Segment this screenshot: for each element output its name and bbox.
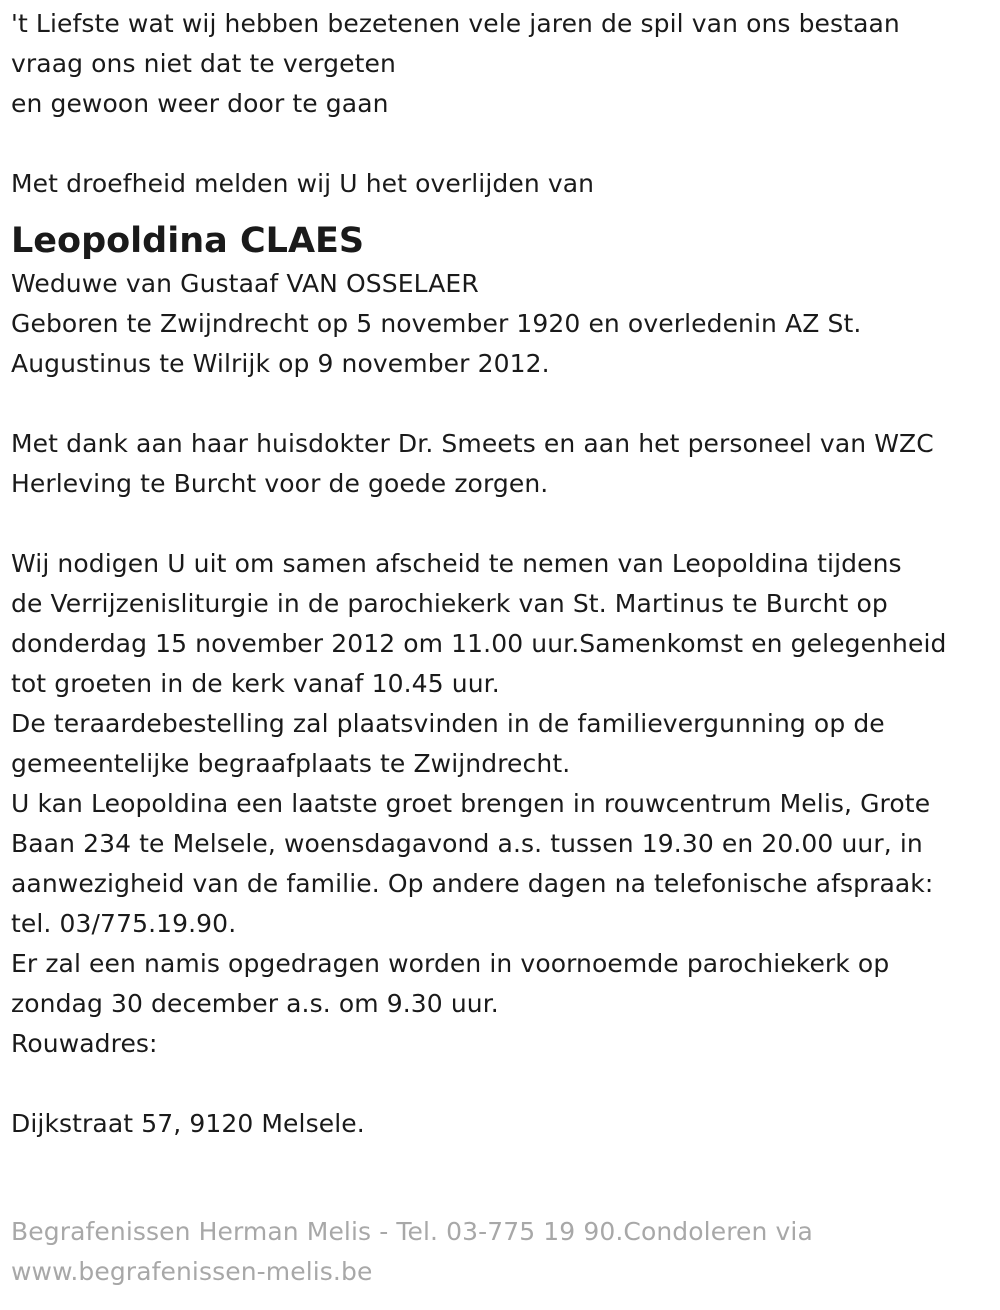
thanks-line: Herleving te Burcht voor de goede zorgen. (11, 469, 549, 498)
details-line: gemeentelijke begraafplaats te Zwijndrecht. (11, 749, 571, 778)
footer-website: www.begrafenissen-melis.be (11, 1257, 373, 1286)
deceased-name: Leopoldina CLAES (11, 221, 365, 261)
details-line: Baan 234 te Melsele, woensdagavond a.s. tussen 19.30 en 20.00 uur, in (11, 829, 923, 858)
details-line: De teraardebestelling zal plaatsvinden in de familievergunning op de (11, 709, 885, 738)
details-line: tel. 03/775.19.90. (11, 909, 237, 938)
spacer (11, 124, 1000, 164)
birth-death-line: Augustinus te Wilrijk op 9 november 2012. (11, 349, 550, 378)
mourning-address: Dijkstraat 57, 9120 Melsele. (11, 1109, 365, 1138)
details-line: Wij nodigen U uit om samen afscheid te nemen van Leopoldina tijdens (11, 549, 902, 578)
spacer (11, 384, 1000, 424)
details-line: Er zal een namis opgedragen worden in voornoemde parochiekerk op (11, 949, 890, 978)
spacer (11, 504, 1000, 544)
footer (11, 1212, 813, 1292)
poem-line: en gewoon weer door te gaan (11, 89, 389, 118)
poem-line: vraag ons niet dat te vergeten (11, 49, 396, 78)
details-line: aanwezigheid van de familie. Op andere dagen na telefonische afspraak: (11, 869, 934, 898)
spouse-line: Weduwe van Gustaaf VAN OSSELAER (11, 269, 479, 298)
details-line: tot groeten in de kerk vanaf 10.45 uur. (11, 669, 500, 698)
thanks (11, 424, 1000, 504)
birth-death-line: Geboren te Zwijndrecht op 5 november 1920 en overledenin AZ St. (11, 309, 862, 338)
thanks-line: Met dank aan haar huisdokter Dr. Smeets en aan het personeel van WZC (11, 429, 934, 458)
poem (11, 4, 1000, 124)
details-line: Rouwadres: (11, 1029, 158, 1058)
announcement: Met droefheid melden wij U het overlijden van (11, 169, 595, 198)
footer-line: Begrafenissen Herman Melis - Tel. 03-775 19 90.Condoleren via (11, 1217, 813, 1246)
poem-line: 't Liefste wat wij hebben bezetenen vele jaren de spil van ons bestaan (11, 9, 900, 38)
details-line: U kan Leopoldina een laatste groet brengen in rouwcentrum Melis, Grote (11, 789, 931, 818)
details-line: de Verrijzenisliturgie in de parochiekerk van St. Martinus te Burcht op (11, 589, 888, 618)
details-line: donderdag 15 november 2012 om 11.00 uur.Samenkomst en gelegenheid (11, 629, 947, 658)
ceremony-details (11, 544, 1000, 1064)
details-line: zondag 30 december a.s. om 9.30 uur. (11, 989, 499, 1018)
spacer (11, 1064, 1000, 1104)
